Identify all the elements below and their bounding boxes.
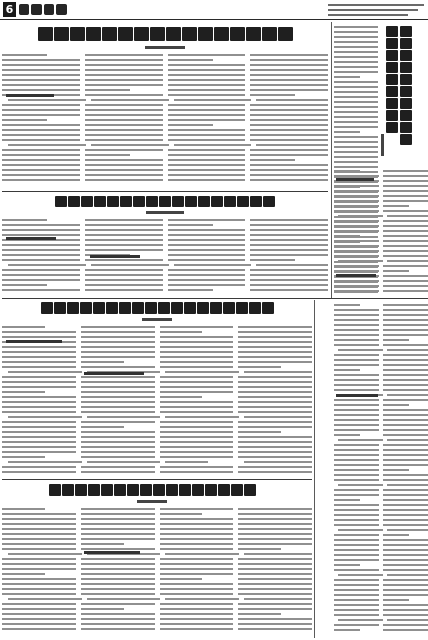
headline	[41, 302, 274, 314]
body-text-column	[238, 326, 312, 476]
body-text-column	[81, 508, 155, 636]
vertical-headline	[386, 26, 398, 133]
divider	[2, 479, 312, 480]
body-text-column	[238, 508, 312, 636]
article-4	[2, 481, 312, 638]
page-number: 6	[3, 2, 16, 17]
subheading	[336, 178, 374, 181]
body-text-column	[168, 54, 246, 188]
body-text-column	[383, 170, 428, 298]
divider	[2, 191, 328, 192]
column-divider	[331, 22, 332, 298]
subheading	[6, 237, 56, 240]
byline	[146, 211, 184, 214]
subheading	[336, 394, 378, 397]
body-text-column	[334, 304, 379, 634]
headline	[38, 27, 293, 41]
body-text-column	[334, 170, 379, 298]
article-3	[2, 300, 312, 478]
headline	[55, 196, 275, 207]
body-text-column	[250, 54, 328, 188]
body-text-column	[81, 326, 155, 476]
column-divider	[314, 300, 315, 638]
body-text-column	[85, 54, 163, 188]
vertical-headline	[400, 26, 412, 145]
body-text-column	[383, 304, 428, 634]
headline	[49, 484, 256, 496]
subheading	[90, 255, 140, 258]
byline	[381, 134, 384, 156]
body-text-column	[2, 326, 76, 476]
subheading	[84, 372, 144, 375]
subheading	[6, 340, 62, 343]
byline	[137, 500, 167, 503]
page-header	[0, 0, 428, 20]
subheading	[6, 94, 54, 97]
issue-meta	[328, 3, 424, 17]
body-text-column	[250, 219, 328, 295]
body-text-column	[160, 326, 234, 476]
body-text-column	[168, 219, 246, 295]
subheading	[84, 551, 140, 554]
article-2	[2, 193, 328, 297]
article-5	[334, 22, 428, 638]
body-text-column	[2, 219, 80, 295]
body-text-column	[160, 508, 234, 636]
newspaper-masthead-logo	[19, 3, 67, 16]
subheading	[336, 274, 376, 277]
byline	[145, 46, 185, 49]
byline	[142, 318, 172, 321]
article-1	[2, 22, 328, 190]
body-text-column	[2, 54, 80, 188]
body-text-column	[2, 508, 76, 636]
